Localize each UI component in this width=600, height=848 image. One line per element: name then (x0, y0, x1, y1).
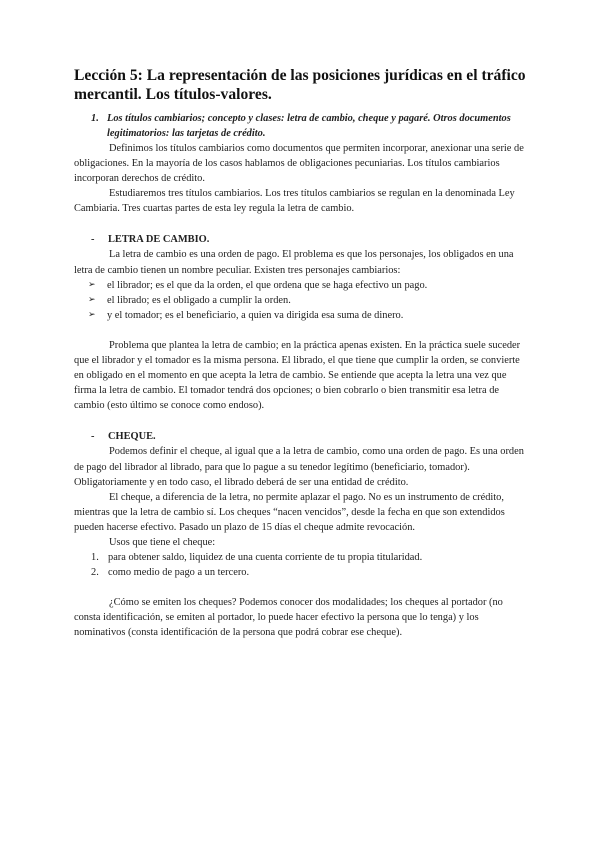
document-body (74, 66, 526, 641)
list-item-text: el librador; es el que da la orden, el que ordena que se haga efectivo un pago. (107, 279, 428, 291)
subsection-heading-letra (74, 232, 526, 247)
list-item (74, 278, 526, 293)
dash-marker: - (91, 431, 95, 443)
paragraph: Usos que tiene el cheque: (109, 536, 216, 548)
page-title: Lección 5: La representación de las posiciones jurídicas en el tráfico mercantil. Los títulos-valores. (74, 67, 526, 103)
section-number: 1. (91, 113, 99, 124)
section-heading (74, 111, 526, 141)
list-item-text: para obtener saldo, liquidez de una cuenta corriente de tu propia titularidad. (108, 552, 423, 564)
subsection-heading-text: LETRA DE CAMBIO. (108, 234, 210, 246)
paragraph: El cheque, a diferencia de la letra, no permite aplazar el pago. No es un instrumento de crédito, mientras que la letra de cambio sí. Los cheques “nacen vencidos”, desde la fecha en que son extendidos pueden hacerse efectivo. Pasado un plazo de 15 días el cheque admite revocación. (74, 491, 505, 533)
arrow-bullet-icon: ➢ (88, 279, 96, 290)
list-item-text: el librado; es el obligado a cumplir la orden. (107, 294, 291, 306)
paragraph: La letra de cambio es una orden de pago. El problema es que los personajes, los obligados en una letra de cambio tienen un nombre peculiar. Existen tres personajes cambiarios: (74, 249, 514, 276)
arrow-bullet-icon: ➢ (88, 294, 96, 305)
section-heading-text: Los títulos cambiarios; concepto y clases: letra de cambio, cheque y pagaré. Otros documentos legitimatorios: las tarjetas de crédito. (107, 113, 511, 139)
paragraph: Podemos definir el cheque, al igual que a la letra de cambio, como una orden de pago. Es una orden de pago del librador al librado, para que lo pague a su tenedor legítimo (beneficiario, tomador). Obligatoriamente y en todo caso, el librado deberá de ser una entidad de crédito. (74, 446, 524, 488)
list-number: 1. (91, 552, 99, 564)
dash-marker: - (91, 234, 95, 246)
arrow-bullet-icon: ➢ (88, 309, 96, 320)
subsection-heading-text: CHEQUE. (108, 431, 156, 443)
spacer (74, 323, 526, 338)
list-item (74, 308, 526, 323)
subsection-heading-cheque (74, 429, 526, 444)
spacer (74, 580, 526, 595)
paragraph: Problema que plantea la letra de cambio; en la práctica apenas existen. En la práctica suele suceder que el librador y el tomador es la misma persona. El librado, el que tiene que cumplir la orden, se convierte en obligado en el momento en que acepta la letra de cambio. Se entiende que acepta la letra una vez que firma la letra de cambio. El tomador tendrá dos opciones; o bien cobrarlo o bien transmitir esa letra de cambio (esto último se conoce como endoso). (74, 339, 521, 412)
paragraph: Definimos los títulos cambiarios como documentos que permiten incorporar, anexionar una serie de obligaciones. En la mayoría de los casos hablamos de obligaciones pecuniarias. Los títulos cambiarios incorporan derechos de crédito. (74, 143, 524, 185)
paragraph: ¿Cómo se emiten los cheques? Podemos conocer dos modalidades; los cheques al portador (no consta identificación, se emiten al portador, lo puede hacer efectivo la persona que lo tenga) y los nominativos (consta identificación de la persona que podrá cobrar ese cheque). (74, 597, 503, 639)
list-item (74, 293, 526, 308)
paragraph: Estudiaremos tres títulos cambiarios. Los tres títulos cambiarios se regulan en la denominada Ley Cambiaria. Tres cuartas partes de esta ley regula la letra de cambio. (74, 188, 515, 215)
list-item-text: y el tomador; es el beneficiario, a quien va dirigida esa suma de dinero. (107, 309, 404, 321)
list-item (74, 550, 526, 565)
list-item (74, 565, 526, 580)
list-number: 2. (91, 567, 99, 579)
list-item-text: como medio de pago a un tercero. (108, 567, 250, 579)
